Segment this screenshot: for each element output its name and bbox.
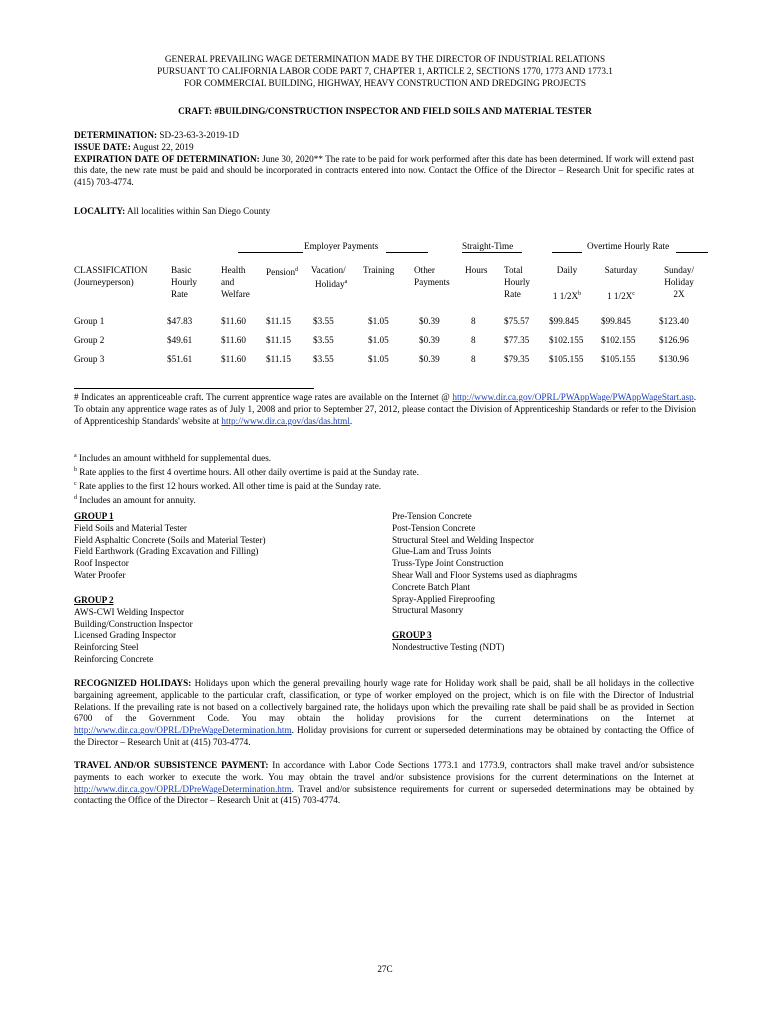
holidays-text-2: . Holiday provisions for current or superseded determinations may be obtained by contacting the Office of the Director – Research Unit at (415) 703-4774. <box>74 725 694 747</box>
apprentice-note-text-2: . To obtain any apprentice wage rates as of July 1, 2008 and prior to September 27, 2012, please contact the Division of Apprenticeship Standards or refer to the Division of Apprenticeship Standards' website at <box>74 392 697 426</box>
table-cell: $99.845 <box>549 316 579 326</box>
table-cell: $1.05 <box>368 335 389 345</box>
group-item: Reinforcing Steel <box>74 642 139 653</box>
footnote-b: $^b$ Rate applies to the first 4 overtime hours. All other daily overtime is paid at the Sunday rate. <box>74 466 419 477</box>
issue-date-label: ISSUE DATE: <box>74 141 131 152</box>
table-cell: $102.155 <box>601 335 636 345</box>
group-2-title: GROUP 2 <box>74 595 114 605</box>
group-item: Structural Masonry <box>392 605 464 616</box>
employer-rule-right <box>386 252 428 253</box>
table-cell: $79.35 <box>504 354 530 364</box>
table-cell: $1.05 <box>368 354 389 364</box>
group-item: Building/Construction Inspector <box>74 618 193 629</box>
notes-separator <box>74 388 314 389</box>
apprentice-note-text: # Indicates an apprenticeable craft. The current apprentice wage rates are available on the Internet @ <box>74 392 450 402</box>
col-pension: Pension$^d$ <box>266 267 299 278</box>
travel-label: TRAVEL AND/OR SUBSISTENCE PAYMENT: <box>74 760 269 770</box>
overtime-header: Overtime Hourly Rate <box>587 241 670 251</box>
col-classification: CLASSIFICATION (Journeyperson) <box>74 265 148 287</box>
col-saturday: Saturday 1 $1/2X^c$ <box>604 265 638 301</box>
header-line-1: GENERAL PREVAILING WAGE DETERMINATION MADE BY THE DIRECTOR OF INDUSTRIAL RELATIONS <box>164 54 606 64</box>
craft-title: CRAFT: #BUILDING/CONSTRUCTION INSPECTOR AND FIELD SOILS AND MATERIAL TESTER <box>178 106 592 116</box>
table-cell: $99.845 <box>601 316 631 326</box>
locality-label: LOCALITY: <box>74 206 126 216</box>
apprentice-note-end: . <box>349 415 353 426</box>
footnote-c: $^c$ Rate applies to the first 12 hours worked. All other time is paid at the Sunday rate. <box>74 480 382 491</box>
group-item: Nondestructive Testing (NDT) <box>392 641 505 652</box>
table-cell: $47.83 <box>167 316 193 326</box>
table-cell: 8 <box>471 354 476 364</box>
group-item: Water Proofer <box>74 569 126 580</box>
locality-value: All localities within San Diego County <box>127 206 271 216</box>
col-daily: Daily 1 $1/2X^b$ <box>552 265 582 301</box>
travel-text: In accordance with Labor Code Sections 1773.1 and 1773.9, contractors shall make travel and/or subsistence payments to each worker to execute the work. You may obtain the travel and/or subsistence provisions for the current determinations on the Internet at <box>74 760 694 782</box>
issue-date-value: August 22, 2019 <box>132 141 194 152</box>
table-cell: $0.39 <box>419 335 440 345</box>
travel-text-2: . Travel and/or subsistence requirements for current or superseded determinations may be obtained by contacting the Office of the Director – Research Unit at (415) 703-4774. <box>74 783 694 806</box>
table-cell: 8 <box>471 335 476 345</box>
footnote-a: $^a$ Includes an amount withheld for supplemental dues. <box>74 453 272 464</box>
determination-label: DETERMINATION: <box>74 130 158 140</box>
recognized-holidays <box>74 678 694 749</box>
straight-time-rule <box>462 252 522 253</box>
group-item: Pre-Tension Concrete <box>392 511 472 521</box>
table-cell: $0.39 <box>419 354 440 364</box>
overtime-rule-right <box>676 252 708 253</box>
table-cell: $11.15 <box>266 316 291 326</box>
expiration-value: June 30, 2020** The rate to be paid for work performed after this date has been determined. If work will extend past this date, the new rate must be paid and should be incorporated in contracts entered into now. Contact the Office of the Director – Research Unit for specific rates at (415) 703-4774. <box>74 153 695 188</box>
group-item: Field Earthwork (Grading Excavation and Filling) <box>74 546 259 557</box>
group-2-continued <box>392 511 577 617</box>
group-item: Truss-Type Joint Construction <box>392 558 504 569</box>
determination-block <box>74 130 694 189</box>
overtime-rule-left <box>552 252 582 253</box>
table-cell: $1.05 <box>368 316 389 326</box>
group-3 <box>392 630 504 654</box>
col-other-payments: Other Payments <box>414 265 450 287</box>
table-cell: $11.15 <box>266 335 291 345</box>
col-training: Training <box>363 265 395 275</box>
table-cell: $3.55 <box>313 335 334 345</box>
header-line-2: PURSUANT TO CALIFORNIA LABOR CODE PART 7, CHAPTER 1, ARTICLE 2, SECTIONS 1770, 1773 AND 1773.1 <box>157 65 613 76</box>
group-item: Roof Inspector <box>74 558 129 569</box>
straight-time-header: Straight-Time <box>462 241 514 251</box>
group-item: Shear Wall and Floor Systems used as diaphragms <box>392 569 578 580</box>
group-item: Structural Steel and Welding Inspector <box>392 534 534 545</box>
locality <box>74 206 694 218</box>
expiration-label: EXPIRATION DATE OF DETERMINATION: <box>74 153 260 164</box>
table-cell: 8 <box>471 316 476 326</box>
table-cell: $11.60 <box>221 354 246 364</box>
group-item: Glue-Lam and Truss Joints <box>392 546 492 557</box>
group-item: Field Soils and Material Tester <box>74 522 187 533</box>
col-sunday-holiday: Sunday/ Holiday 2X <box>663 265 695 299</box>
document-header <box>60 54 710 89</box>
holidays-label: RECOGNIZED HOLIDAYS: <box>74 678 192 688</box>
employer-payments-header: Employer Payments <box>304 241 379 251</box>
col-health-welfare: Health and Welfare <box>221 265 250 299</box>
table-cell: $123.40 <box>659 316 689 326</box>
das-website-link[interactable]: http://www.dir.ca.gov/das/das.html <box>221 415 350 426</box>
footnote-d: $^d$ Includes an amount for annuity. <box>74 494 196 505</box>
row-classification: Group 1 <box>74 316 105 326</box>
footnotes <box>74 451 419 506</box>
header-line-3: FOR COMMERCIAL BUILDING, HIGHWAY, HEAVY CONSTRUCTION AND DREDGING PROJECTS <box>184 77 586 88</box>
group-item: Concrete Batch Plant <box>392 581 471 592</box>
table-cell: $11.60 <box>221 316 246 326</box>
col-total-hourly-rate: Total Hourly Rate <box>504 265 531 299</box>
apprentice-wage-link[interactable]: http://www.dir.ca.gov/OPRL/PWAppWage/PWAppWageStart.asp <box>452 392 694 402</box>
travel-subsistence <box>74 760 694 807</box>
row-classification: Group 3 <box>74 354 105 364</box>
group-item: Post-Tension Concrete <box>392 522 476 533</box>
group-1-title: GROUP 1 <box>74 511 114 521</box>
group-item: Licensed Grading Inspector <box>74 630 177 641</box>
determination-value: SD-23-63-3-2019-1D <box>159 130 239 140</box>
table-cell: $105.155 <box>549 354 584 364</box>
group-item: Reinforcing Concrete <box>74 653 154 664</box>
group-item: Spray-Applied Fireproofing <box>392 593 495 604</box>
apprentice-note <box>74 392 696 427</box>
table-cell: $126.96 <box>659 335 689 345</box>
group-item: AWS-CWI Welding Inspector <box>74 606 185 617</box>
group-3-title: GROUP 3 <box>392 630 432 640</box>
col-vacation-holiday: Vacation/ Holiday$^a$ <box>311 265 348 289</box>
table-cell: $105.155 <box>601 354 636 364</box>
group-item: Field Asphaltic Concrete (Soils and Material Tester) <box>74 534 266 545</box>
table-cell: $51.61 <box>167 354 193 364</box>
holidays-text: Holidays upon which the general prevailing hourly wage rate for Holiday work shall be paid, shall be all holidays in the collective bargaining agreement, applicable to the particular craft, classification, or type of worker employed on the project, which is on file with the Director of Industrial Relations. If the prevailing rate is not based on a collectively bargained rate, the holidays upon which the prevailing rate shall be paid shall be as provided in Section 6700 of the Government Code. You may obtain the holiday provisions for the current determinations on the Internet at <box>74 678 695 724</box>
holidays-link[interactable]: http://www.dir.ca.gov/OPRL/DPreWageDetermination.htm <box>74 725 292 736</box>
table-cell: $75.57 <box>504 316 530 326</box>
col-basic-hourly-rate: Basic Hourly Rate <box>171 265 198 299</box>
table-cell: $130.96 <box>659 354 689 364</box>
page-number: 27C <box>377 964 393 974</box>
row-classification: Group 2 <box>74 335 105 345</box>
table-cell: $49.61 <box>167 335 193 345</box>
group-2 <box>74 595 193 666</box>
table-cell: $11.60 <box>221 335 246 345</box>
table-cell: $3.55 <box>313 354 334 364</box>
travel-link[interactable]: http://www.dir.ca.gov/OPRL/DPreWageDetermination.htm <box>74 783 292 794</box>
table-cell: $3.55 <box>313 316 334 326</box>
table-cell: $0.39 <box>419 316 440 326</box>
table-cell: $102.155 <box>549 335 584 345</box>
col-hours: Hours <box>465 265 488 275</box>
table-cell: $11.15 <box>266 354 291 364</box>
employer-rule-left <box>238 252 303 253</box>
group-1 <box>74 511 266 582</box>
table-cell: $77.35 <box>504 335 530 345</box>
